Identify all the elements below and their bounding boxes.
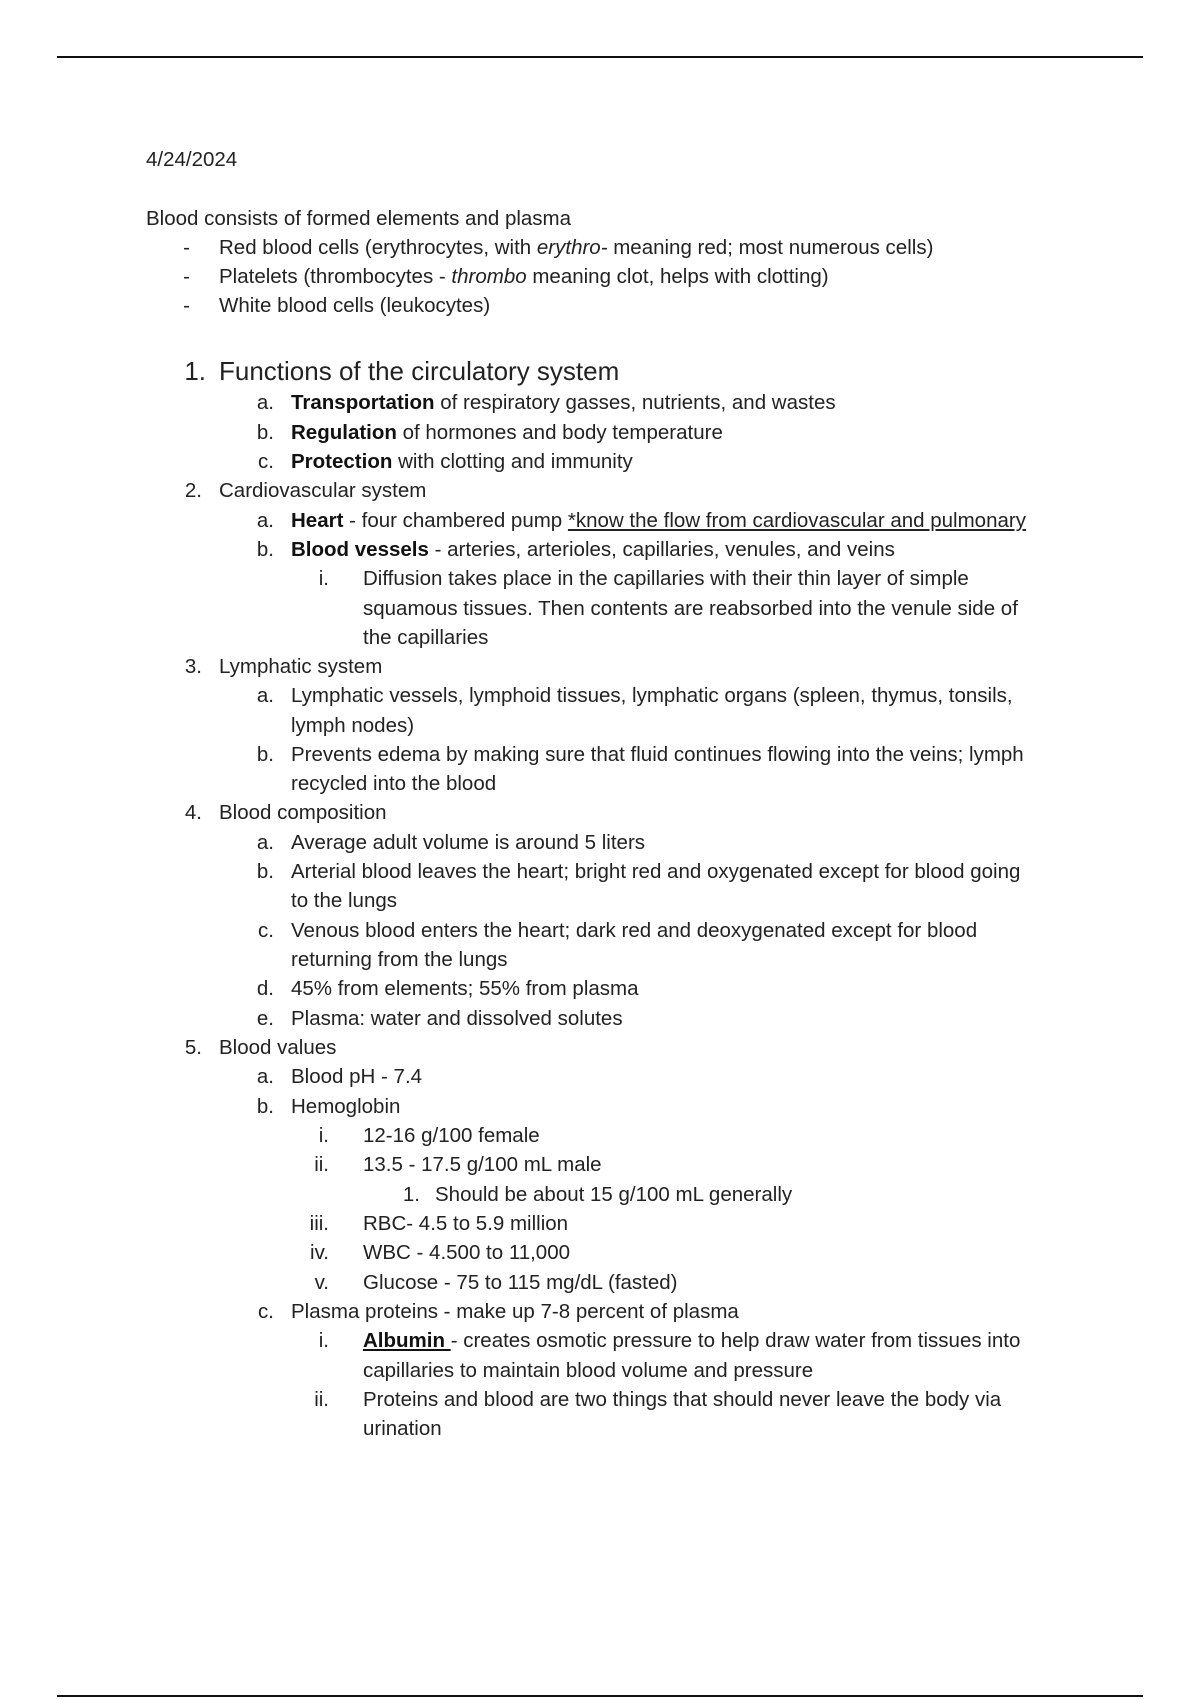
item-marker: e. [256,1007,274,1030]
item-lymphatic-vessels-line2: lymph nodes) [291,714,415,737]
item-hemoglobin: Hemoglobin [291,1095,401,1118]
subitem-proteins-blood-line2: urination [363,1417,442,1440]
item-plasma-definition: Plasma: water and dissolved solutes [291,1007,623,1030]
subitem-diffusion-line3: the capillaries [363,626,489,649]
section-number: 3. [184,655,202,678]
subitem-hemoglobin-male: 13.5 - 17.5 g/100 mL male [363,1153,602,1176]
subitem-marker: iv. [310,1241,329,1264]
bullet-platelets: Platelets (thrombocytes - thrombo meaning clot, helps with clotting) [219,265,829,288]
item-marker: b. [256,860,274,883]
item-marker: a. [256,391,274,414]
section-number: 5. [184,1036,202,1059]
item-venous-line2: returning from the lungs [291,948,508,971]
item-elements-plasma-ratio: 45% from elements; 55% from plasma [291,977,639,1000]
bullet-white-blood-cells: White blood cells (leukocytes) [219,294,491,317]
section-heading-lymphatic: Lymphatic system [219,655,383,678]
subsubitem-marker: 1. [402,1183,420,1206]
item-marker: b. [256,1095,274,1118]
subitem-marker: i. [318,567,329,590]
item-marker: c. [258,450,274,473]
section-heading-blood-composition: Blood composition [219,801,387,824]
item-blood-ph: Blood pH - 7.4 [291,1065,423,1088]
top-rule [57,56,1143,58]
item-marker: b. [256,421,274,444]
item-arterial-line2: to the lungs [291,889,397,912]
subitem-marker: ii. [314,1153,329,1176]
subitem-diffusion-line2: squamous tissues. Then contents are reabsorbed into the venule side of [363,597,1018,620]
section-number: 4. [184,801,202,824]
item-average-volume: Average adult volume is around 5 liters [291,831,646,854]
item-regulation: Regulation of hormones and body temperature [291,421,723,444]
item-marker: c. [258,1300,274,1323]
item-marker: a. [256,1065,274,1088]
intro-text: Blood consists of formed elements and plasma [146,207,572,230]
subitem-marker: ii. [314,1388,329,1411]
item-blood-vessels: Blood vessels - arteries, arterioles, capillaries, venules, and veins [291,538,895,561]
item-venous-line1: Venous blood enters the heart; dark red and deoxygenated except for blood [291,919,978,942]
subitem-rbc: RBC- 4.5 to 5.9 million [363,1212,569,1235]
subitem-marker: i. [318,1124,329,1147]
item-plasma-proteins: Plasma proteins - make up 7-8 percent of plasma [291,1300,739,1323]
subitem-albumin-line2: capillaries to maintain blood volume and pressure [363,1359,814,1382]
subitem-marker: v. [314,1271,329,1294]
item-marker: a. [256,684,274,707]
bullet-marker: - [183,236,190,259]
item-transportation: Transportation of respiratory gasses, nutrients, and wastes [291,391,836,414]
item-marker: b. [256,538,274,561]
item-protection: Protection with clotting and immunity [291,450,633,473]
section-heading-cardiovascular: Cardiovascular system [219,479,427,502]
subitem-marker: i. [318,1329,329,1352]
subitem-diffusion-line1: Diffusion takes place in the capillaries with their thin layer of simple [363,567,969,590]
subitem-albumin-line1: Albumin - creates osmotic pressure to help draw water from tissues into [363,1329,1021,1352]
item-marker: d. [256,977,274,1000]
bullet-marker: - [183,265,190,288]
item-heart: Heart - four chambered pump *know the flow from cardiovascular and pulmonary [291,509,1026,532]
subitem-marker: iii. [309,1212,329,1235]
item-prevents-edema-line2: recycled into the blood [291,772,497,795]
subsubitem-hemoglobin-general: Should be about 15 g/100 mL generally [435,1183,793,1206]
bullet-red-blood-cells: Red blood cells (erythrocytes, with erythro- meaning red; most numerous cells) [219,236,934,259]
subitem-wbc: WBC - 4.500 to 11,000 [363,1241,571,1264]
subitem-glucose: Glucose - 75 to 115 mg/dL (fasted) [363,1271,678,1294]
item-marker: a. [256,509,274,532]
subitem-hemoglobin-female: 12-16 g/100 female [363,1124,540,1147]
item-marker: c. [258,919,274,942]
section-heading-blood-values: Blood values [219,1036,337,1059]
item-arterial-line1: Arterial blood leaves the heart; bright red and oxygenated except for blood going [291,860,1021,883]
item-marker: a. [256,831,274,854]
section-heading-functions: Functions of the circulatory system [219,356,620,386]
item-prevents-edema-line1: Prevents edema by making sure that fluid continues flowing into the veins; lymph [291,743,1024,766]
subitem-proteins-blood-line1: Proteins and blood are two things that should never leave the body via [363,1388,1002,1411]
bullet-marker: - [183,294,190,317]
bottom-rule [57,1695,1143,1697]
section-number: 2. [184,479,202,502]
item-lymphatic-vessels-line1: Lymphatic vessels, lymphoid tissues, lymphatic organs (spleen, thymus, tonsils, [291,684,1013,707]
date: 4/24/2024 [146,148,238,171]
item-marker: b. [256,743,274,766]
section-number: 1. [184,356,206,386]
